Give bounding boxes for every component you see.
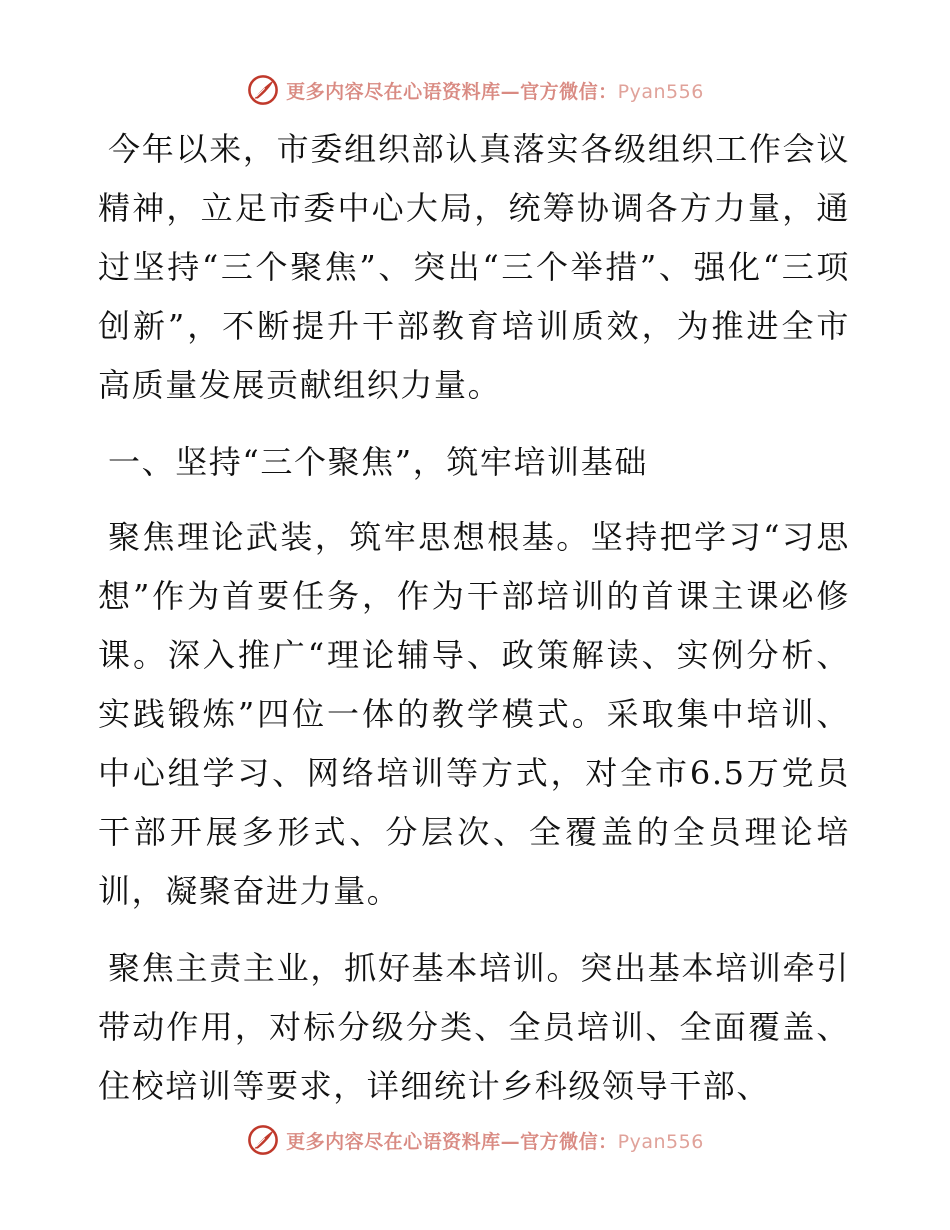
header-banner-account: Pyan556 [617, 80, 704, 103]
footer-watermark-banner [0, 1120, 950, 1160]
footer-banner-account: Pyan556 [617, 1130, 704, 1153]
quill-logo-icon [246, 1123, 280, 1157]
header-watermark-banner [0, 70, 950, 110]
paragraph-intro: 今年以来，市委组织部认真落实各级组织工作会议精神，立足市委中心大局，统筹协调各方力量，通过坚持“三个聚焦”、突出“三个举措”、强化“三项创新”，不断提升干部教育培训质效，为推进全市高质量发展贡献组织力量。 [98, 130, 850, 404]
paragraph-theory: 聚焦理论武装，筑牢思想根基。坚持把学习“习思想”作为首要任务，作为干部培训的首课主课必修课。深入推广“理论辅导、政策解读、实例分析、实践锻炼”四位一体的教学模式。采取集中培训、中心组学习、网络培训等方式，对全市6.5万党员干部开展多形式、分层次、全覆盖的全员理论培训，凝聚奋进力量。 [98, 518, 850, 910]
document-body [98, 120, 850, 1134]
paragraph-basic-training: 聚焦主责主业，抓好基本培训。突出基本培训牵引带动作用，对标分级分类、全员培训、全面覆盖、住校培训等要求，详细统计乡科级领导干部、 [98, 949, 850, 1105]
header-banner-text: 更多内容尽在心语资料库—官方微信： [286, 80, 618, 103]
quill-logo-icon [246, 73, 280, 107]
section-heading-1: 一、坚持“三个聚焦”，筑牢培训基础 [108, 443, 648, 481]
footer-banner-text: 更多内容尽在心语资料库—官方微信： [286, 1130, 618, 1153]
